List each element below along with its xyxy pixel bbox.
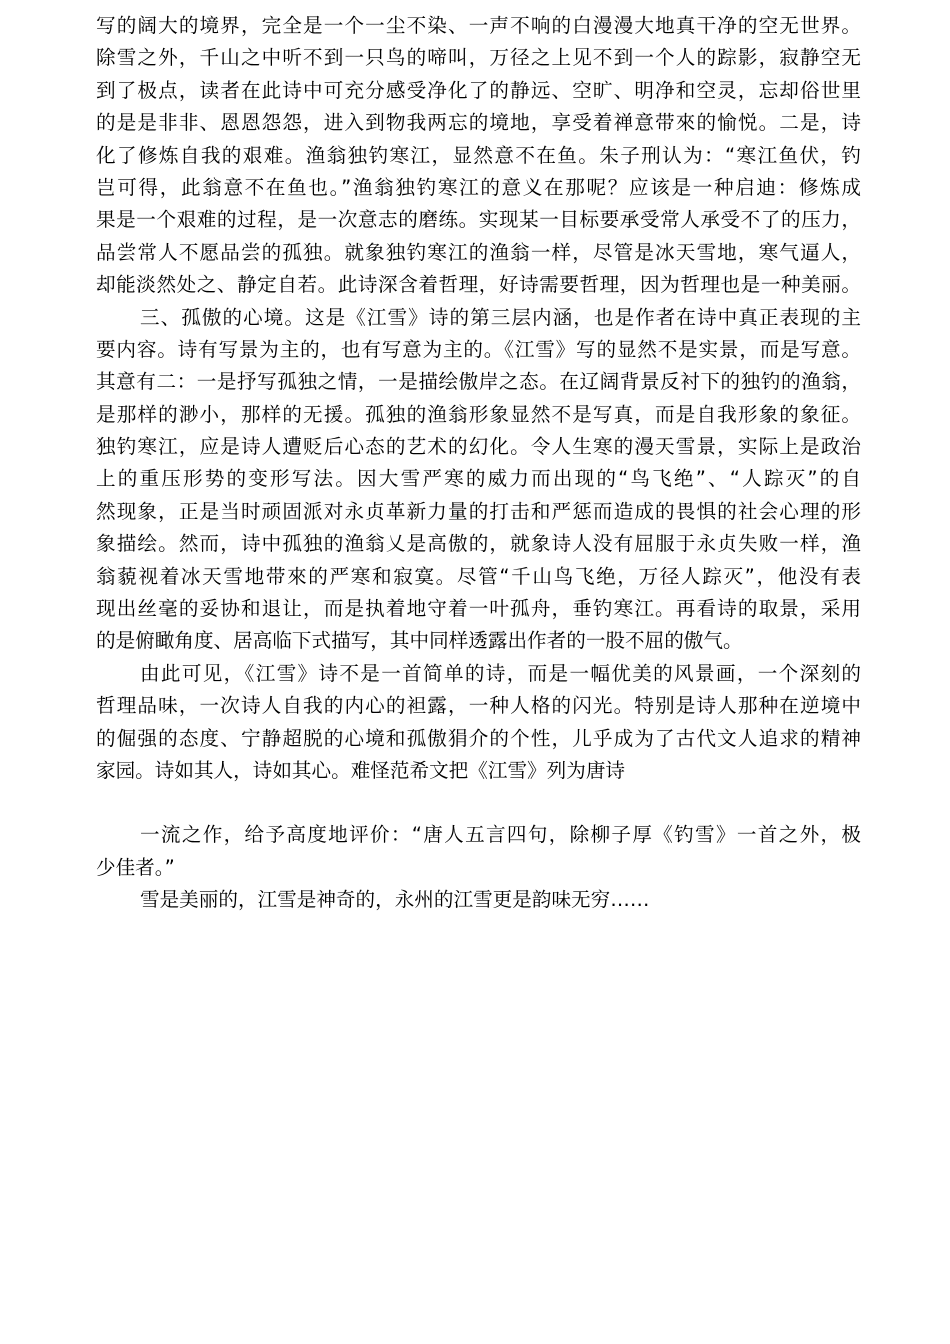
text-line: 由此可见，《江雪》诗不是一首简单的诗，而是一幅优美的风景画，一个深刻的 bbox=[140, 661, 861, 685]
text-line: 除雪之外，千山之中听不到一只鸟的啼叫，万径之上见不到一个人的踪影，寂静空无 bbox=[96, 46, 861, 70]
text-line: 其意有二：一是抒写孤独之情，一是描绘傲岸之态。在辽阔背景反衬下的独钓的渔翁， bbox=[96, 370, 861, 394]
text-line: 然现象，正是当时顽固派对永贞革新力量的打击和严惩而造成的畏惧的社会心理的形 bbox=[96, 499, 861, 523]
paragraph-gap bbox=[96, 787, 861, 819]
text-line: 翁藐视着冰天雪地带來的严寒和寂寞。尽管“千山鸟飞绝，万径人踪灭”，他没有表 bbox=[96, 564, 861, 588]
text-line: 写的阔大的境界，完全是一个一尘不染、一声不响的白漫漫大地真干净的空无世界。 bbox=[96, 14, 861, 37]
text-line: 三、孤傲的心境。这是《江雪》诗的第三层内涵，也是作者在诗中真正表现的主 bbox=[140, 305, 861, 329]
text-line: 岂可得，此翁意不在鱼也。”渔翁独钓寒江的意义在那呢？应该是一种启迪：修炼成 bbox=[96, 175, 861, 199]
text-line: 的是是非非、恩恩怨怨，进入到物我两忘的境地，享受着禅意带來的愉悦。二是，诗 bbox=[96, 111, 861, 135]
text-line: 一流之作，给予高度地评价：“唐人五言四句，除柳子厚《钓雪》一首之外，极 bbox=[140, 823, 861, 847]
text-line: 雪是美丽的，江雪是神奇的，永州的江雪更是韵味无穷…… bbox=[140, 888, 650, 912]
text-line: 要内容。诗有写景为主的，也有写意为主的。《江雪》写的显然不是实景，而是写意。 bbox=[96, 337, 861, 361]
text-line: 家园。诗如其人，诗如其心。难怪范希文把《江雪》列为唐诗 bbox=[96, 758, 626, 782]
text-line: 象描绘。然而，诗中孤独的渔翁乂是高傲的，就象诗人没有屈服于永贞失败一样，渔 bbox=[96, 532, 861, 556]
document-page bbox=[96, 10, 861, 917]
text-line: 少佳者。” bbox=[96, 855, 175, 879]
text-line: 的是俯瞰角度、居高临下式描写，其中同样透露出作者的一股不屈的傲气。 bbox=[96, 629, 743, 653]
paragraph-conclusion bbox=[96, 658, 861, 788]
text-line: 是那样的渺小，那样的无援。孤独的渔翁形象显然不是写真，而是自我形象的象征。 bbox=[96, 402, 861, 426]
text-line: 的倔强的态度、宁静超脱的心境和孤傲狷介的个性，儿乎成为了古代文人追求的精神 bbox=[96, 726, 861, 750]
text-line: 哲理品味，一次诗人自我的内心的袒露，一种人格的闪光。特别是诗人那种在逆境中 bbox=[96, 694, 861, 718]
text-line: 到了极点，读者在此诗中可充分感受净化了的静远、空旷、明净和空灵，忘却俗世里 bbox=[96, 78, 861, 102]
text-line: 却能淡然处之、静定自若。此诗深含着哲理，好诗需要哲理，因为哲理也是一种美丽。 bbox=[96, 273, 861, 297]
paragraph-continuation bbox=[96, 10, 861, 302]
text-line: 果是一个艰难的过程，是一次意志的磨练。实现某一目标要承受常人承受不了的压力， bbox=[96, 208, 861, 232]
text-line: 独钓寒江，应是诗人遭贬后心态的艺术的幻化。令人生寒的漫天雪景，实际上是政治 bbox=[96, 435, 861, 459]
paragraph-closing bbox=[96, 884, 861, 916]
paragraph-section-three bbox=[96, 302, 861, 658]
text-line: 品尝常人不愿品尝的孤独。就象独钓寒江的渔翁一样，尽管是冰天雪地，寒气逼人， bbox=[96, 240, 861, 264]
text-line: 现出丝毫的妥协和退让，而是执着地守着一叶孤舟，垂钓寒江。再看诗的取景，采用 bbox=[96, 597, 861, 621]
text-line: 上的重压形势的变形写法。因大雪严寒的威力而出现的“鸟飞绝”、“人踪灭”的自 bbox=[96, 467, 861, 491]
paragraph-evaluation bbox=[96, 819, 861, 884]
text-line: 化了修炼自我的艰难。渔翁独钓寒江，显然意不在鱼。朱子刑认为：“寒江鱼伏，钓 bbox=[96, 143, 861, 167]
